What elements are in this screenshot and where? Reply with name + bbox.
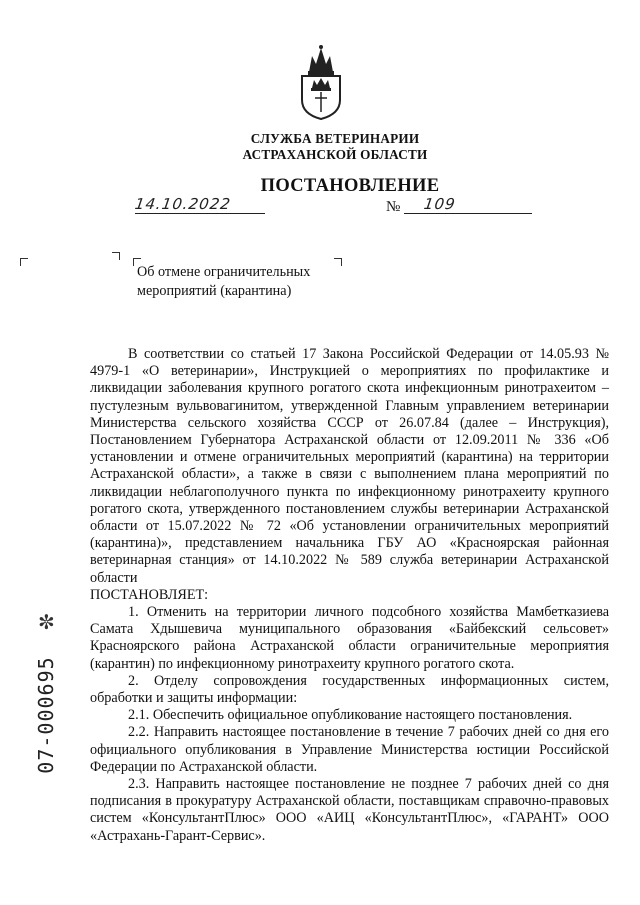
coat-of-arms-icon	[296, 42, 346, 120]
stamp-number: 07-000695	[34, 656, 58, 774]
document-subject	[137, 263, 310, 301]
corner-bracket-mid	[112, 252, 120, 260]
subject-line-1: Об отмене ограничительных	[137, 264, 311, 280]
item-2-2: 2.2. Направить настоящее постановление в течение 7 рабочих дней со дня его официального опубликования в Управление Министерства юстиции Российской Федерации по Астраханской области.	[90, 724, 609, 775]
item-1: 1. Отменить на территории личного подсобного хозяйства Мамбетказиева Самата Хдышевича муниципального образования «Байбекский сельсовет» Красноярского района Астраханской области ограничительные мероприятия (карантин) по инфекционному ринотрахеиту крупного рогатого скота.	[90, 604, 609, 672]
date-underline	[135, 213, 265, 214]
preamble-paragraph: В соответствии со статьей 17 Закона Российской Федерации от 14.05.93 № 4979-1 «О ветеринарии», Инструкцией о мероприятиях по профилактике и ликвидации заболевания крупного рогатого скота инфекционным ринотрахеитом – пустулезным вульвовагинитом, утвержденной Главным управлением ветеринарии Министерства сельского хозяйства СССР от 26.07.84 (далее – Инструкция), Постановлением Губернатора Астраханской области от 12.09.2011 № 336 «Об установлении и отмене ограничительных мероприятий (карантина) на территории Астраханской области», а также в связи с выполнением плана мероприятий по ликвидации неблагополучного пункта по инфекционному ринотрахеиту крупного рогатого скота, утвержденного постановлением службы ветеринарии Астраханской области от 15.07.2022 № 72 «Об установлении ограничительных мероприятий (карантина)», представлением начальника ГБУ АО «Красноярская районная ветеринарная станция» от 14.10.2022 № 589 служба ветеринарии Астраханской области	[90, 346, 609, 586]
document-number: 109	[422, 195, 457, 213]
margin-mark-icon: ✼	[38, 610, 55, 634]
subject-line-2: мероприятий (карантина)	[137, 283, 292, 299]
organization-line-2: АСТРАХАНСКОЙ ОБЛАСТИ	[242, 147, 428, 162]
corner-bracket-subject-right	[334, 258, 342, 266]
organization-name	[0, 131, 640, 163]
document-date: 14.10.2022	[133, 195, 233, 213]
number-underline	[404, 213, 532, 214]
number-label: №	[386, 199, 401, 215]
decree-heading: ПОСТАНОВЛЯЕТ:	[90, 586, 209, 603]
item-2-3: 2.3. Направить настоящее постановление не позднее 7 рабочих дней со дня подписания в прокуратуру Астраханской области, поставщикам справочно-правовых систем «КонсультантПлюс» ООО «АИЦ «КонсультантПлюс», «ГАРАНТ» ООО «Астрахань-Гарант-Сервис».	[90, 776, 609, 844]
document-type-title: ПОСТАНОВЛЕНИЕ	[260, 176, 440, 196]
registration-stamp	[29, 656, 63, 774]
organization-line-1: СЛУЖБА ВЕТЕРИНАРИИ	[250, 131, 420, 146]
corner-bracket-left	[20, 258, 28, 266]
item-2: 2. Отделу сопровождения государственных информационных систем, обработки и защиты информации:	[90, 672, 609, 707]
document-body	[90, 346, 609, 845]
item-2-1: 2.1. Обеспечить официальное опубликование настоящего постановления.	[128, 707, 573, 724]
